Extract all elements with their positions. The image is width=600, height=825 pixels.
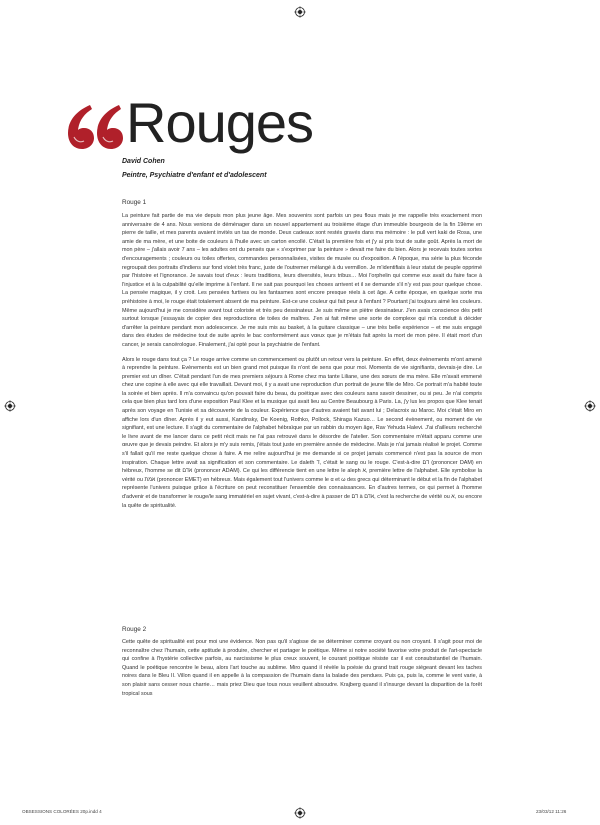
body-paragraph: Cette quête de spiritualité est pour moi une évidence. Non pas qu'il s'agisse de se déterminer comme croyant ou non croyant. Il s'agit pour moi de reconnaître chez l'humain, cette aptitude à produire, chercher et partager le poétique. Même si notre société favorise votre produit de l'art-spectacle qui confine à l'hystérie collective parfois, au narcissisme le plus creux souvent, le courant poétique résiste car il est consubstantiel de l'humain. Quand le poétique rencontre le beau, alors l'art touche au sublime. Miro quand il révèle la poésie du grand trait rouge siégeant devant les taches noires dans le Bleu II. Villon quand il en appelle à la compassion de l'humain dans la balade des pendues. Puis ça, puis la, comme le vent varie, à son plaisir sans cesser nous charrie… mais priez Dieu que tous nous veuillent absoudre. Krajberg quand il s'insurge devant la disparition de la forêt tropical sous	[122, 639, 482, 697]
section-heading: Rouge 1	[122, 199, 147, 206]
body-paragraph: Alors le rouge dans tout ça ? Le rouge arrive comme un commencement ou plutôt un retour vers la peinture. En effet, deux évènements m'ont amené à reprendre la peinture. Evènements est un bien grand mot puisque ils n'ont de sens que pour moi. Moments de vie signifiants, devrais-je dire. Le premier est un dîner. C'était pendant l'un de mes premiers séjours à Rome chez ma tante Liliane, une des sœurs de ma mère. Elle m'avait emmené chez une copine à elle avec qui elle travaillait. Devant moi, il y a avait une reproduction d'un portrait de jeune fille de Miro. Ce portrait m'a habité toute la soirée et bien après. Il m'a convaincu qu'on pouvait faire du beau, du poétique avec des couleurs sans savoir dessiner, ou si peu. Je n'ai compris cela que bien plus tard lors d'une exposition Paul Klee et la musique qui avait lieu au Centre Beaubourg à Paris. La, j'y lus les propos que Klee tenait après son voyage en Tunisie et sa découverte de la couleur. Expérience que d'autres avaient fait avant lui ; Delacroix au Maroc. Moi c'était Miro en affiche lors d'un dîner. Après il y eut aussi, Kandinsky, De Koenig, Rothko, Pollock, Shiraga Kazuo… Le second évènement, ou moment de vie signifiant, est une lecture. Il s'agit du commentaire de l'alphabet hébraïque par un rabbin du moyen âge, Rav Yehuda Halevi. J'ai d'ailleurs recherché le livre avant de me lancer dans ce petit récit mais ne l'ai pas retrouvé dans le désordre de l'atelier. Son commentaire m'était apparu comme une œuvre que je devais peindre. Et alors je m'y suis remis, j'étais tout juste en première année de médecine. Mais je n'ai jamais réalisé le projet. Comme s'il fallait qu'il me reste quelque chose à faire. A me relire aujourd'hui je me demande si ce projet jamais commencé n'est pas la source de mon inspiration. Chaque lettre avait sa signification et son commentaire. Le daleth ד, c'était le sang ou le rouge. C'est-à-dire דם (prononcer DAM) en hébreux, l'homme se dit אדם (prononcer ADAM). Ce qui les différencie tient en une lettre le aleph א, première lettre de l'alphabet. Elle symbolise la vérité ou אמת (prononcer EMET) en hébreux. Mais également tout l'univers comme le α et ω des grecs qui déterminant le début et la fin de l'alphabet représente l'univers puisque grâce à l'écriture on peut reconstituer l'ensemble des connaissances. En d'autres termes, ce qui permet à l'homme d'advenir et de transformer le rouge/le sang immatériel en sujet vivant, c'est-à-dire à passer de דם à אדם, c'est la recherche de vérité ou א, ou encore la quête de spiritualité.	[122, 356, 482, 509]
registration-mark-icon	[584, 400, 596, 412]
section-body	[122, 212, 482, 510]
author-role: Peintre, Psychiatre d'enfant et d'adolescent	[122, 172, 267, 179]
registration-mark-icon	[294, 807, 306, 819]
registration-mark-icon	[294, 6, 306, 18]
section-heading: Rouge 2	[122, 626, 147, 633]
print-slug: OBSESSIONS COLORÉES 20p.indd 4	[22, 809, 102, 814]
print-timestamp: 23/03/12 11:26	[536, 809, 567, 814]
section-body	[122, 638, 482, 698]
red-quote-mark-icon	[64, 103, 126, 151]
body-paragraph: La peinture fait partie de ma vie depuis mon plus jeune âge. Mes souvenirs sont parfois un peu flous mais je me rappelle très exactement mon anniversaire de 4 ans. Nous venions de déménager dans un nouvel appartement au troisième étage d'un immeuble bourgeois de la fin 19ème en pierre de taille, et mes parents avaient invités un tas de monde. Deux cadeaux sont restés gravés dans ma mémoire : le pull vert kaki de Rosa, une amie de ma mère, et une boite de couleurs à l'huile avec un carton encollé. C'était la première fois et j'y ai pris tout de suite goût. Après la mort de mon père – j'allais avoir 7 ans – les adultes ont du pensés que « s'exprimer par la peinture » devait me faire du bien. Alors je recevais toutes sortes d'encouragements ; couleurs ou toiles offertes, commandes personnalisées, visites de musée ou d'exposition. A l'époque, ma série la plus féconde regroupait des portraits d'indiens sur fond violet très franc, juste de l'outremer mélangé à du vermillon. Je m'identifiais à leur statut de peuple opprimé par l'histoire et l'ignorance. Je savais tout d'eux : leurs traditions, leurs diversités, leurs tribus… Moi l'orphelin qui comme eux avait du faire face à l'injustice et à la culpabilité qu'elle imprime à l'enfant. Il ne sait pas pourquoi les choses arrivent et il se demande s'il n'y est pas pour quelque chose. La pensée magique, il y croit. Les pensées furtives ou les fantasmes sont encore presque réels à cet âge. A cette époque, en quelque sorte ma préhistoire à moi, le rouge était totalement absent de ma peinture. Est-ce une couleur qui fait peur à l'enfant ? Pourtant j'ai toujours aimé les couleurs. Même aujourd'hui je me considère avant tout coloriste et très peu dessinateur. Je suis même un piètre dessinateur. J'en avais conscience dès petit surtout lorsque j'essayais de copier des reproductions de toiles de maîtres. J'en ai fait même une sorte de complexe qui m'a conduit à décider d'arrêter la peinture pendant mon adolescence. Je me suis mis au basket, à la guitare classique – une très belle expérience – et me suis engagé dans des études de médecine tout de suite après le bac conformément aux vœux que je m'étais fait après la mort de mon père. Il était mort d'un cancer, je serais cancérologue. Finalement, j'ai opté pour la psychiatrie de l'enfant.	[122, 213, 482, 348]
page-title: Rouges	[126, 91, 314, 154]
registration-mark-icon	[4, 400, 16, 412]
author-name: David Cohen	[122, 158, 165, 165]
